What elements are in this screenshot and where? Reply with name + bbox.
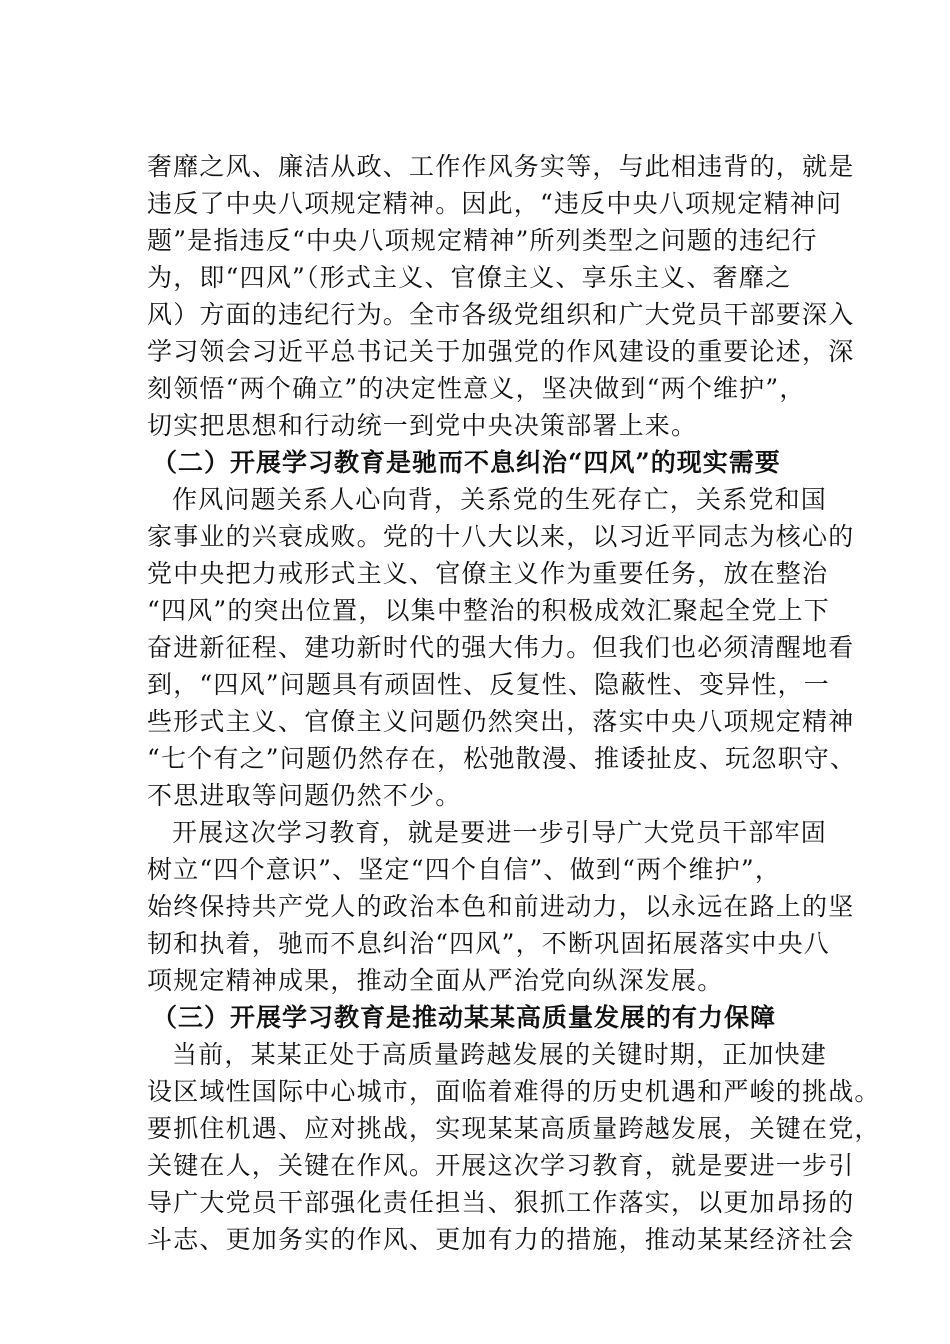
body-line: 风）方面的违纪行为。全市各级党组织和广大党员干部要深入 — [147, 300, 855, 329]
body-line: 党中央把力戒形式主义、官僚主义作为重要任务，放在整治 — [147, 559, 829, 588]
body-line: 当前，某某正处于高质量跨越发展的关键时期，正加快建 — [172, 1040, 828, 1069]
body-line: “四风”的突出位置，以集中整治的积极成效汇聚起全党上下 — [147, 596, 830, 625]
body-line: 设区域性国际中心城市，面临着难得的历史机遇和严峻的挑战。 — [147, 1077, 881, 1106]
body-line: 为，即“四风”（形式主义、官僚主义、享乐主义、奢靡之 — [147, 263, 792, 292]
body-line: 始终保持共产党人的政治本色和前进动力，以永远在路上的坚 — [147, 892, 855, 921]
body-line: 要抓住机遇、应对挑战，实现某某高质量跨越发展，关键在党， — [147, 1114, 881, 1143]
section-heading: （三）开展学习教育是推动某某高质量发展的有力保障 — [152, 1003, 777, 1032]
body-line: 项规定精神成果，推动全面从严治党向纵深发展。 — [147, 966, 724, 995]
body-line: 开展这次学习教育，就是要进一步引导广大党员干部牢固 — [172, 818, 828, 847]
body-line: 树立“四个意识”、坚定“四个自信”、做到“两个维护”， — [147, 855, 782, 884]
body-line: 导广大党员干部强化责任担当、狠抓工作落实，以更加昂扬的 — [147, 1188, 855, 1217]
body-line: 到，“四风”问题具有顽固性、反复性、隐蔽性、变异性，一 — [147, 670, 830, 699]
body-line: 不思进取等问题仍然不少。 — [147, 781, 462, 810]
body-line: 些形式主义、官僚主义问题仍然突出，落实中央八项规定精神 — [147, 707, 855, 736]
section-heading: （二）开展学习教育是驰而不息纠治“四风”的现实需要 — [152, 448, 781, 477]
body-line: 韧和执着，驰而不息纠治“四风”，不断巩固拓展落实中央八 — [147, 929, 830, 958]
body-line: 学习领会习近平总书记关于加强党的作风建设的重要论述，深 — [147, 337, 855, 366]
body-line: 作风问题关系人心向背，关系党的生死存亡，关系党和国 — [172, 485, 828, 514]
body-line: 题”是指违反“中央八项规定精神”所列类型之问题的违纪行 — [147, 226, 818, 255]
body-line: 奢靡之风、廉洁从政、工作作风务实等，与此相违背的，就是 — [147, 152, 855, 181]
body-line: 违反了中央八项规定精神。因此，“违反中央八项规定精神问 — [147, 189, 843, 218]
body-line: 刻领悟“两个确立”的决定性意义，坚决做到“两个维护”， — [147, 374, 806, 403]
body-line: 斗志、更加务实的作风、更加有力的措施，推动某某经济社会 — [147, 1225, 855, 1254]
body-line: 奋进新征程、建功新时代的强大伟力。但我们也必须清醒地看 — [147, 633, 855, 662]
body-line: 关键在人，关键在作风。开展这次学习教育，就是要进一步引 — [147, 1151, 855, 1180]
body-line: “七个有之”问题仍然存在，松弛散漫、推诿扯皮、玩忽职守、 — [147, 744, 857, 773]
body-line: 切实把思想和行动统一到党中央决策部署上来。 — [147, 411, 698, 440]
body-line: 家事业的兴衰成败。党的十八大以来，以习近平同志为核心的 — [147, 522, 855, 551]
